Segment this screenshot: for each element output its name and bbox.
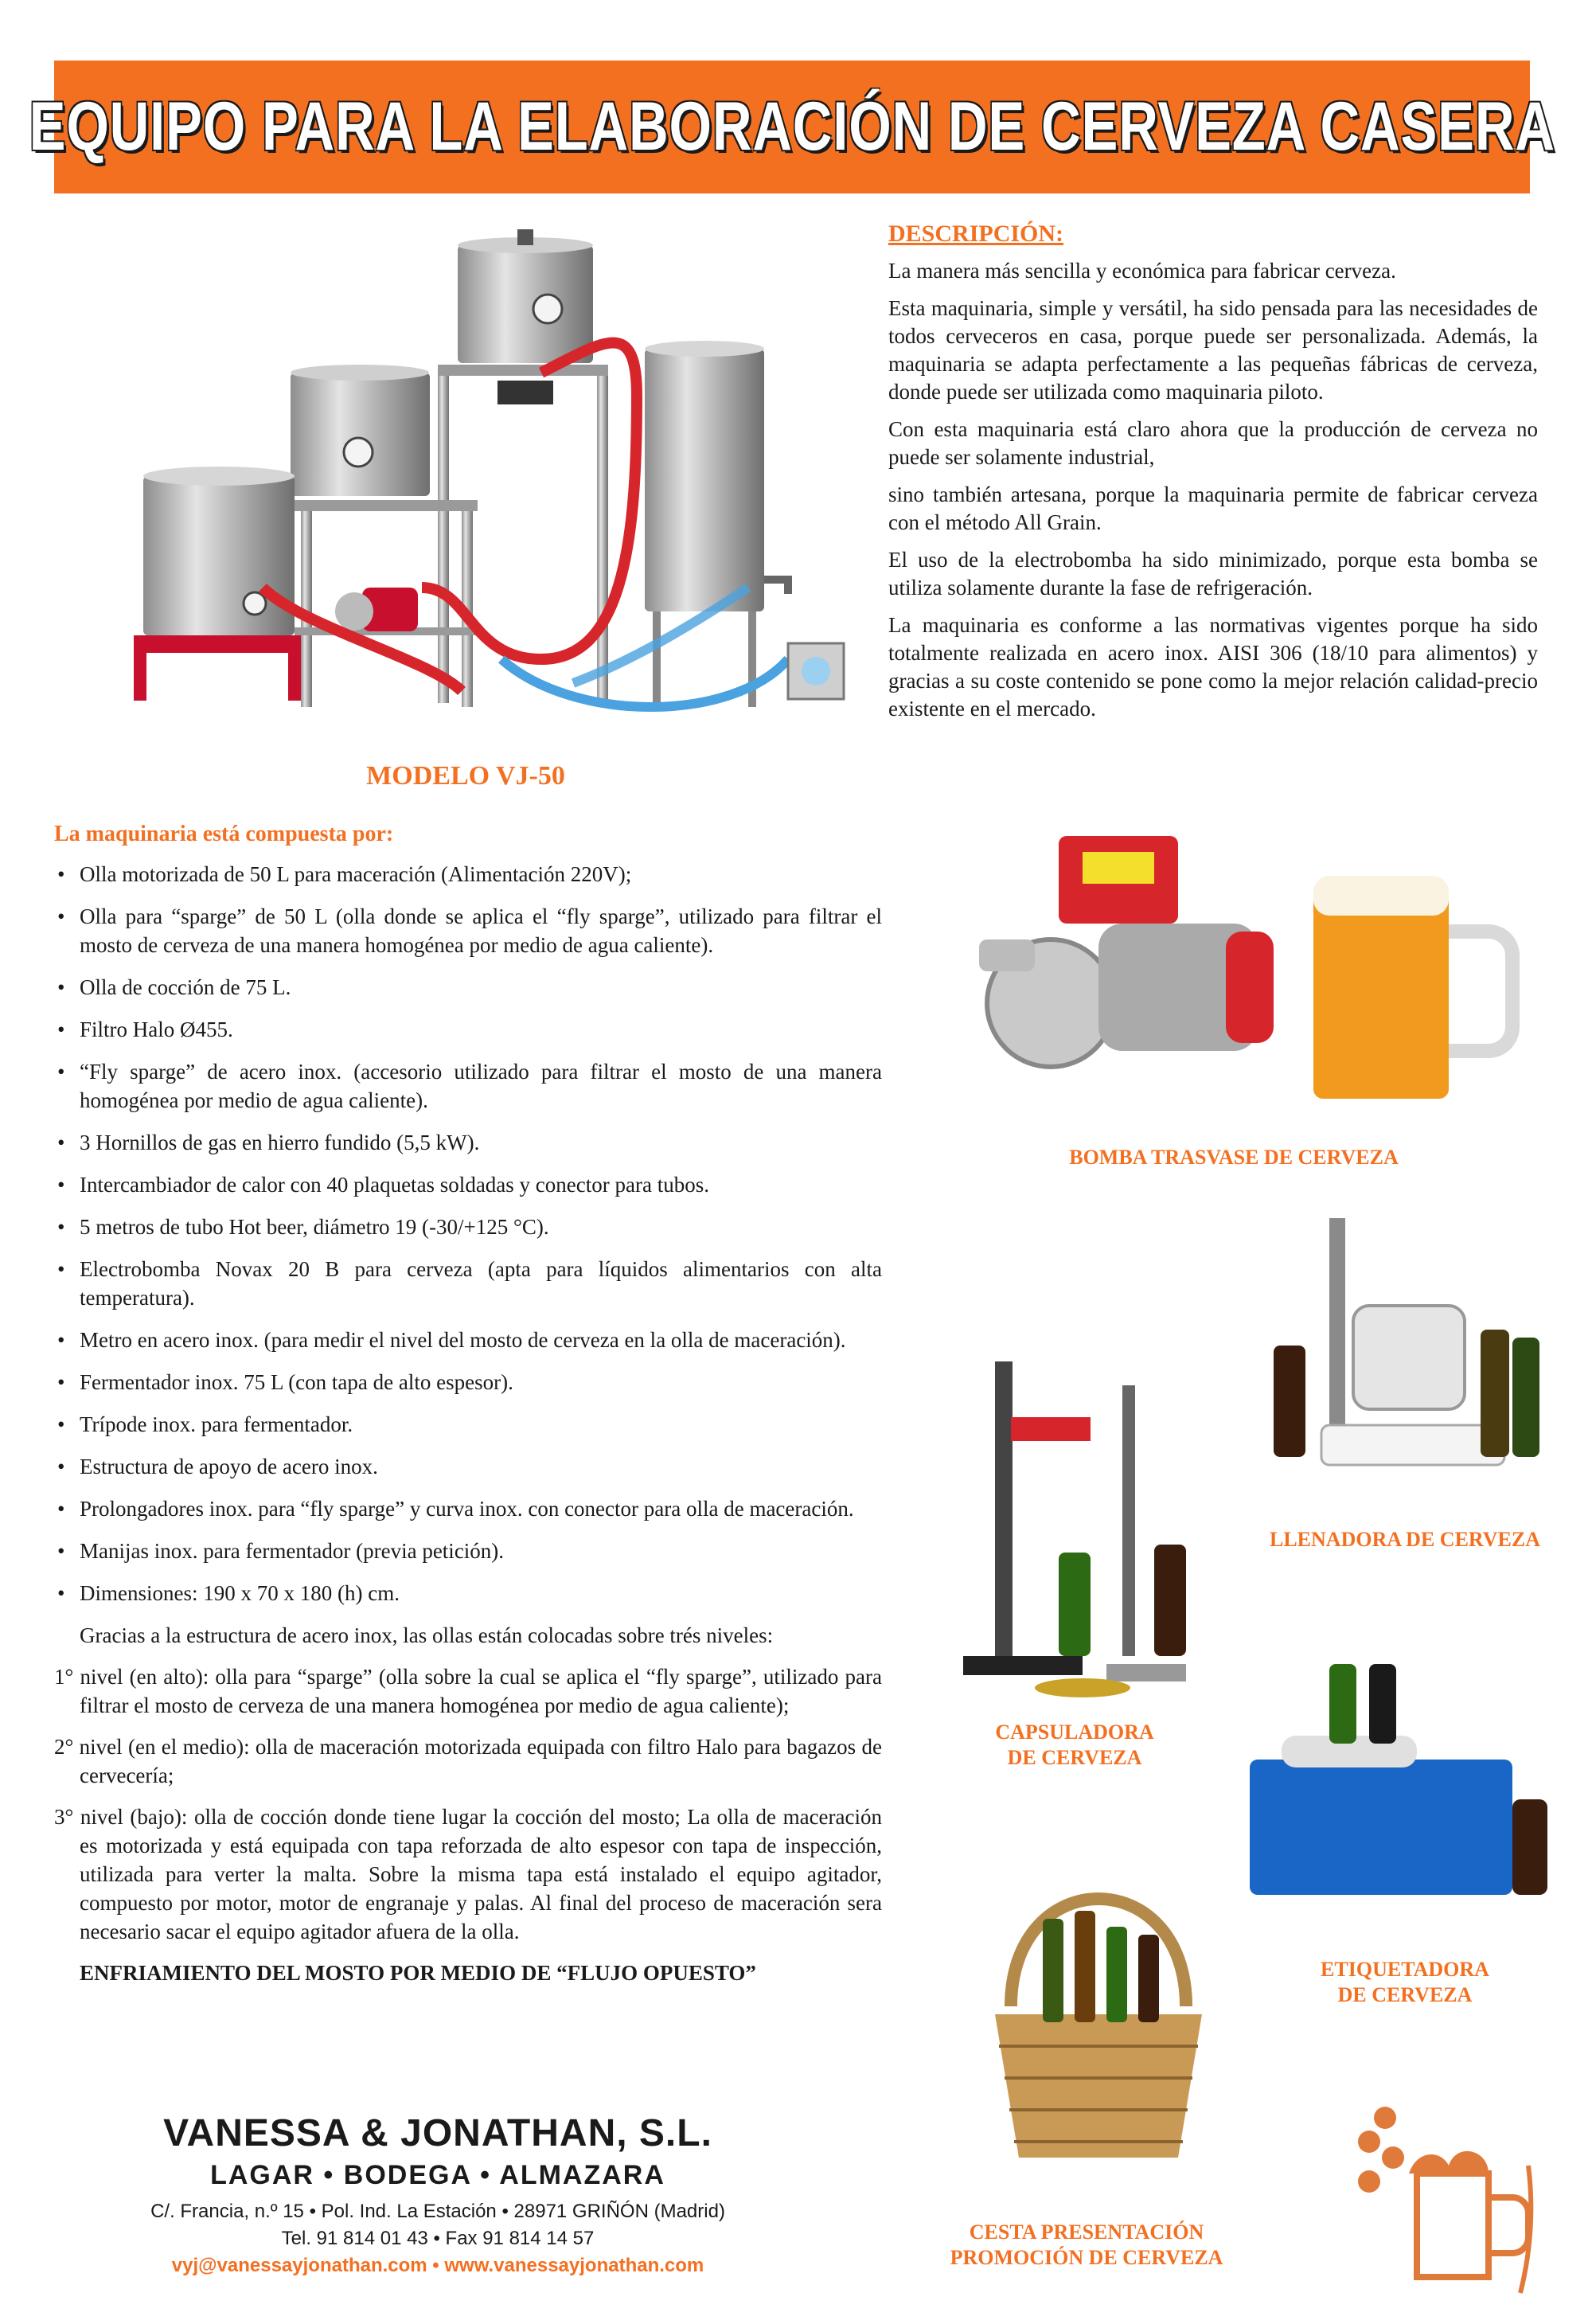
list-item: • Dimensiones: 190 x 70 x 180 (h) cm. (54, 1579, 882, 1607)
list-item: • Olla motorizada de 50 L para maceración (Alimentación 220V); (54, 860, 882, 889)
description-paragraph: sino también artesana, porque la maquinaria permite de fabricar cerveza con el método All Grain. (888, 482, 1538, 534)
list-item: • Prolongadores inox. para “fly sparge” y curva inox. con conector para olla de maceración. (54, 1494, 882, 1523)
page-title: EQUIPO PARA LA ELABORACIÓN DE CERVEZA CASERA (29, 88, 1555, 165)
model-label: MODELO VJ-50 (366, 761, 565, 791)
capper-caption-line2: DE CERVEZA (1007, 1746, 1142, 1769)
company-web[interactable]: vyj@vanessayjonathan.com • www.vanessayjonathan.com (171, 2255, 704, 2276)
list-item: • Olla de cocción de 75 L. (54, 973, 882, 1002)
description-heading: DESCRIPCIÓN: (888, 221, 1064, 247)
filler-caption: LLENADORA DE CERVEZA (1269, 1528, 1541, 1551)
levels-intro: Gracias a la estructura de acero inox, las ollas están colocadas sobre trés niveles: (80, 1623, 774, 1647)
composition-list (54, 860, 882, 1607)
list-item: • Filtro Halo Ø455. (54, 1015, 882, 1044)
company-block (119, 2111, 756, 2277)
company-phones: Tel. 91 814 01 43 • Fax 91 814 14 57 (281, 2228, 595, 2249)
list-item: • 5 metros de tubo Hot beer, diámetro 19 (-30/+125 °C). (54, 1213, 882, 1241)
list-item: • “Fly sparge” de acero inox. (accesorio utilizado para filtrar el mosto de una manera homogénea por medio de agua caliente). (54, 1057, 882, 1115)
list-item: • Trípode inox. para fermentador. (54, 1410, 882, 1439)
description-paragraph: El uso de la electrobomba ha sido minimizado, porque esta bomba se utiliza solamente durante la fase de refrigeración. (888, 548, 1538, 600)
brewing-equipment-image (127, 213, 852, 739)
closing-note: ENFRIAMIENTO DEL MOSTO POR MEDIO DE “FLUJO OPUESTO” (80, 1961, 756, 1985)
description-paragraph: Con esta maquinaria está claro ahora que la producción de cerveza no puede ser solamente industrial, (888, 417, 1538, 469)
basket-caption-line2: PROMOCIÓN DE CERVEZA (950, 2246, 1223, 2269)
labeler-caption-line2: DE CERVEZA (1337, 1983, 1473, 2006)
beer-mug-image (1297, 844, 1528, 1107)
list-item: • Fermentador inox. 75 L (con tapa de alto espesor). (54, 1368, 882, 1396)
company-tagline: LAGAR • BODEGA • ALMAZARA (210, 2160, 665, 2190)
composition-section (54, 820, 882, 1987)
list-item: • Intercambiador de calor con 40 plaquetas soldadas y conector para tubos. (54, 1170, 882, 1199)
capper-caption-line1: CAPSULADORA (995, 1721, 1154, 1744)
list-item: • 3 Hornillos de gas en hierro fundido (5,5 kW). (54, 1128, 882, 1157)
hops-mug-logo-icon (1345, 2086, 1544, 2301)
company-address: C/. Francia, n.º 15 • Pol. Ind. La Estación • 28971 GRIÑÓN (Madrid) (150, 2201, 725, 2222)
level-item: 3° nivel (bajo): olla de cocción donde tiene lugar la cocción del mosto; La olla de maceración es motorizada y está equipada con tapa reforzada de alto espesor con tapa de inspección, utilizada para verter la malta. Sobre la misma tapa está instalado el equipo agitador, compuesto por motor, motor de engranaje y palas. Al final del proceso de maceración sera necesario sacar el equipo agitador afuera de la olla. (54, 1805, 882, 1943)
pump-caption: BOMBA TRASVASE DE CERVEZA (1069, 1146, 1399, 1169)
level-item: 1° nivel (en alto): olla para “sparge” (olla sobre la cual se aplica el “fly sparge”, utilizado para filtrar el mosto de cerveza de una manera homogénea por medio de agua caliente); (54, 1665, 882, 1717)
list-item: • Manijas inox. para fermentador (previa petición). (54, 1537, 882, 1565)
company-name: VANESSA & JONATHAN, S.L. (163, 2112, 712, 2154)
basket-caption-line1: CESTA PRESENTACIÓN (969, 2220, 1204, 2244)
filler-image (1242, 1202, 1560, 1489)
list-item: • Electrobomba Novax 20 B para cerveza (apta para líquidos alimentarios con alta temperatura). (54, 1255, 882, 1312)
labeler-caption-line1: ETIQUETADORA (1321, 1958, 1489, 1981)
description-paragraph: La manera más sencilla y económica para fabricar cerveza. (888, 259, 1396, 283)
gift-basket-image (963, 1847, 1234, 2166)
level-item: 2° nivel (en el medio): olla de maceración motorizada equipada con filtro Halo para bagazos de cervecería; (54, 1735, 882, 1787)
list-item: • Estructura de apoyo de acero inox. (54, 1452, 882, 1481)
description-paragraph: La maquinaria es conforme a las normativas vigentes porque ha sido totalmente realizada en acero inox. AISI 306 (18/10 para alimentos) y gracias a su coste contenido se pone como la mejor relación calidad-precio existente en el mercado. (888, 613, 1538, 721)
title-banner (29, 61, 1555, 193)
description-section (888, 220, 1538, 732)
description-paragraph: Esta maquinaria, simple y versátil, ha sido pensada para las necesidades de todos cerveceros en casa, porque puede ser personalizada. Además, la maquinaria se adapta perfectamente a las pequeñas fábricas de cerveza, donde puede ser utilizada como maquinaria piloto. (888, 296, 1538, 404)
labeler-image (1226, 1656, 1568, 1911)
composition-heading: La maquinaria está compuesta por: (54, 822, 394, 846)
list-item: • Metro en acero inox. (para medir el nivel del mosto de cerveza en la olla de maceración). (54, 1326, 882, 1354)
capper-image (947, 1353, 1210, 1704)
list-item: • Olla para “sparge” de 50 L (olla donde se aplica el “fly sparge”, utilizado para filtrar el mosto de cerveza de una manera homogénea por medio de agua caliente). (54, 902, 882, 959)
